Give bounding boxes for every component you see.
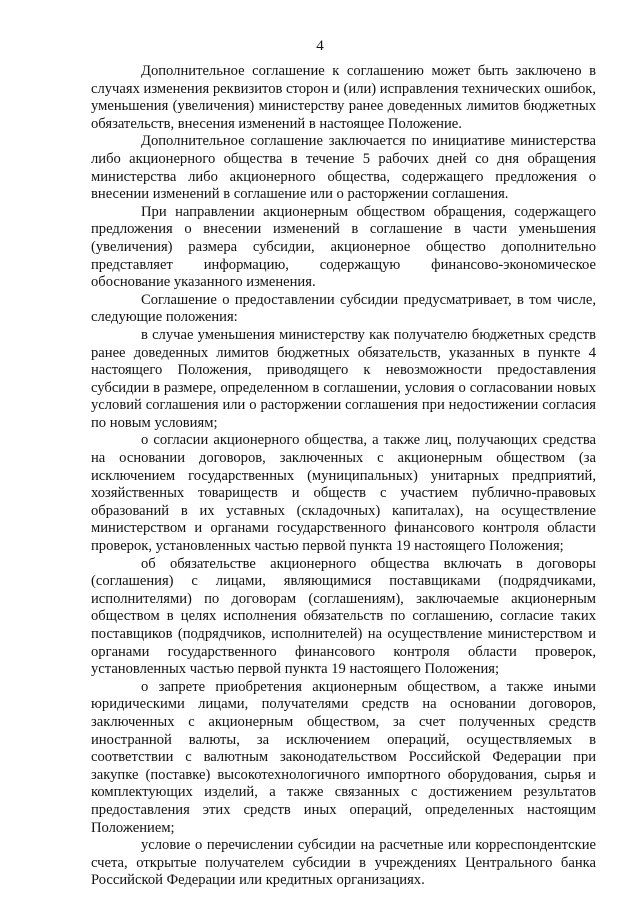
paragraph-inspection-consent: о согласии акционерного общества, а также лиц, получающих средства на основании договоров, заключенных с акционерным обществом (за исключением государственных (муниципальных) унитарных предприятий, хозяйственных товариществ и обществ с участием публично-правовых образований в их уставных (складочных) капиталах), на осуществление министерством и органами государственного финансового контроля области проверок, установленных частью первой пункта 19 настоящего Положения; bbox=[91, 432, 596, 555]
paragraph-transfer-accounts: условие о перечислении субсидии на расчетные или корреспондентские счета, открытые получателем субсидии в учреждениях Центрального банка Российской Федерации или кредитных организациях. bbox=[91, 837, 596, 889]
paragraph-amendment-initiative: Дополнительное соглашение заключается по инициативе министерства либо акционерного общества в течение 5 рабочих дней со дня обращения министерства либо акционерного общества, содержащего предложения о внесении изменений в соглашение или о расторжении соглашения. bbox=[91, 133, 596, 203]
paragraph-agreement-provisions: Соглашение о предоставлении субсидии предусматривает, в том числе, следующие положения: bbox=[91, 291, 596, 326]
paragraph-limits-reduction: в случае уменьшения министерству как получателю бюджетных средств ранее доведенных лимитов бюджетных обязательств, указанных в пункте 4 настоящего Положения, приводящего к невозможности предоставления субсидии в размере, определенном в соглашении, условия о согласовании новых условий соглашения или о расторжении соглашения при недостижении согласия по новым условиям; bbox=[91, 326, 596, 431]
paragraph-supplier-consent: об обязательстве акционерного общества включать в договоры (соглашения) с лицами, являющимися поставщиками (подрядчиками, исполнителями) по договорам (соглашениям), заключаемые акционерным обществом в целях исполнения обязательств по соглашению, согласие таких поставщиков (подрядчиков, исполнителей) на осуществление министерством и органами государственного финансового контроля области проверок, установленных частью первой пункта 19 настоящего Положения; bbox=[91, 555, 596, 678]
paragraph-amendment-conditions: Дополнительное соглашение к соглашению может быть заключено в случаях изменения реквизитов сторон и (или) исправления технических ошибок, уменьшения (увеличения) министерству ранее доведенных лимитов бюджетных обязательств, внесения изменений в настоящее Положение. bbox=[91, 63, 596, 132]
paragraph-subsidy-change-request: При направлении акционерным обществом обращения, содержащего предложения о внесении изменений в соглашение в части уменьшения (увеличения) размера субсидии, акционерное общество дополнительно представляет информацию, содержащую финансово-экономическое обоснование указанного изменения. bbox=[91, 203, 596, 291]
page-number: 4 bbox=[316, 38, 324, 54]
paragraph-currency-prohibition: о запрете приобретения акционерным обществом, а также иными юридическими лицами, получателями средств на основании договоров, заключенных с акционерным обществом, за счет полученных средств иностранной валюты, за исключением операций, осуществляемых в соответствии с валютным законодательством Российской Федерации при закупке (поставке) высокотехнологичного импортного оборудования, сырья и комплектующих изделий, а также связанных с достижением результатов предоставления этих средств иных операций, определенных настоящим Положением; bbox=[91, 678, 596, 836]
body-text bbox=[91, 63, 596, 890]
